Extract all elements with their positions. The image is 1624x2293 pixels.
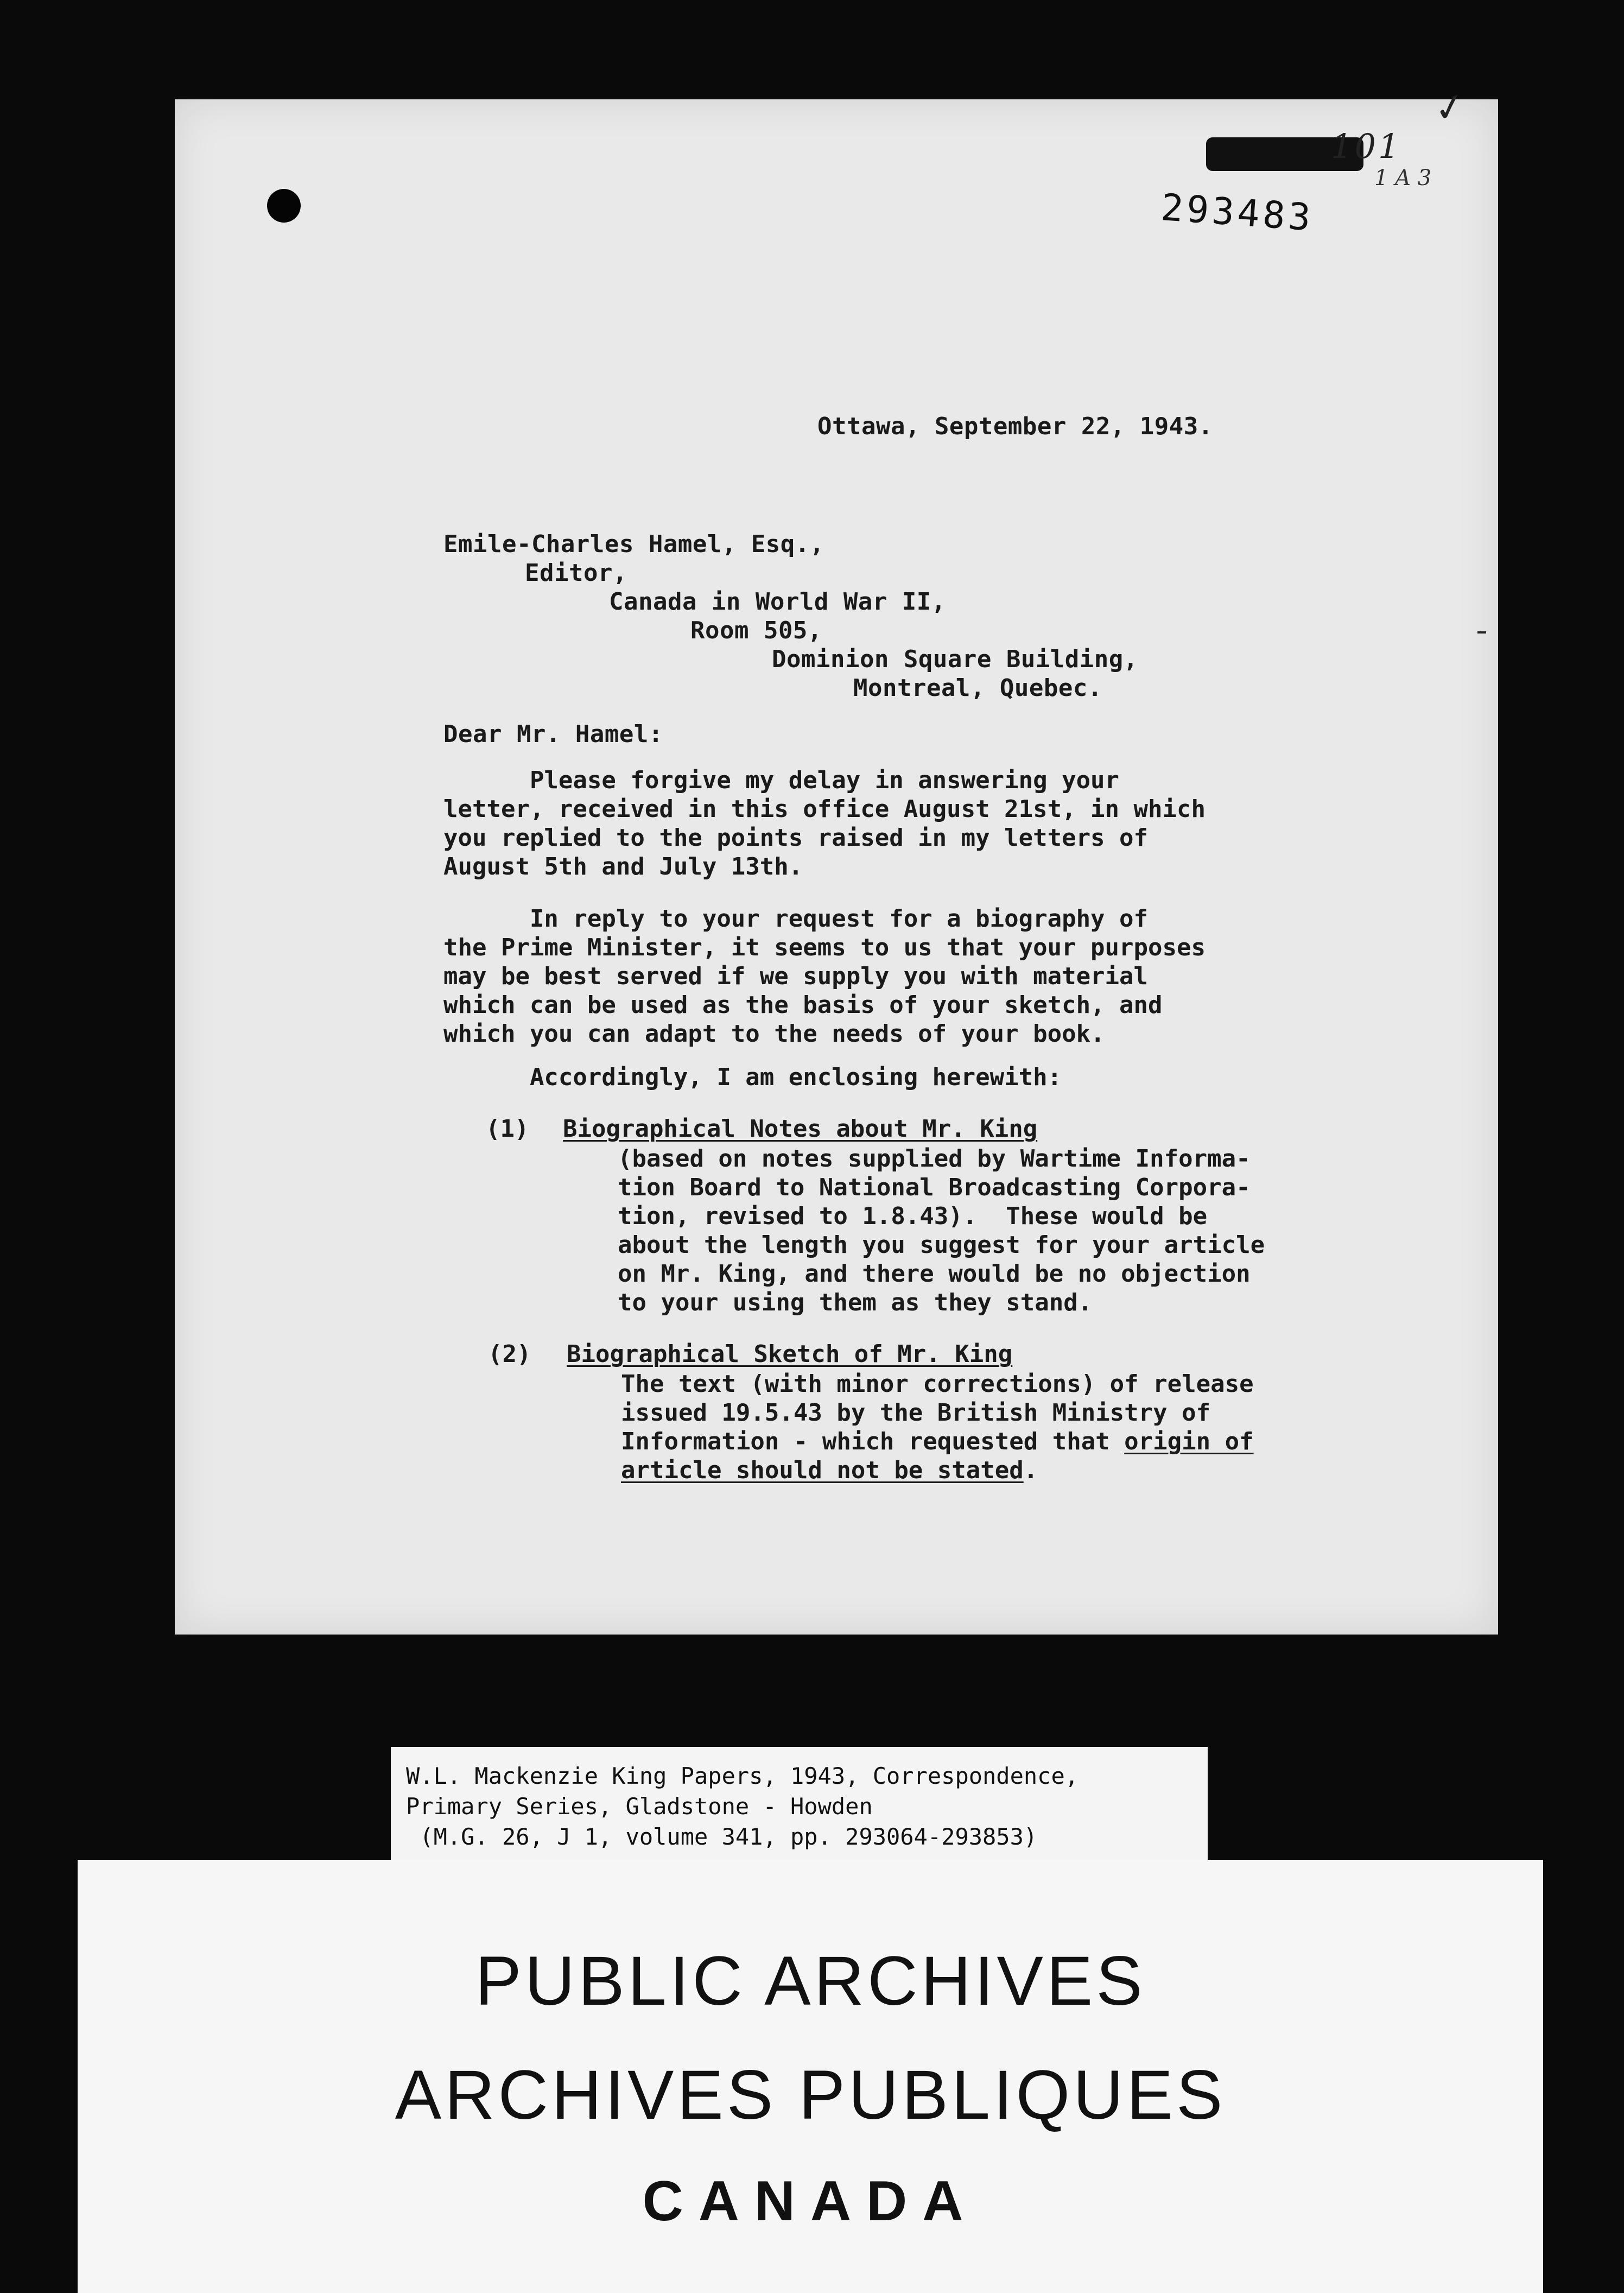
- address-line: Editor,: [525, 559, 627, 587]
- paragraph: Accordingly, I am enclosing herewith:: [443, 1063, 1062, 1091]
- enclosure-title: Biographical Sketch of Mr. King: [567, 1340, 1013, 1368]
- banner-english: PUBLIC ARCHIVES: [475, 1942, 1146, 2020]
- underlined-text: article should not be stated: [621, 1456, 1024, 1484]
- enclosure-number: (2): [488, 1340, 531, 1368]
- banner-country: CANADA: [642, 2170, 979, 2233]
- letter-date: Ottawa, September 22, 1943.: [817, 413, 1213, 440]
- address-line: Canada in World War II,: [609, 588, 946, 616]
- punch-hole: [267, 189, 301, 223]
- address-line: Room 505,: [690, 617, 822, 644]
- address-line: Emile-Charles Hamel, Esq.,: [443, 530, 824, 558]
- edge-mark: [1477, 631, 1486, 634]
- archives-banner: [78, 1860, 1543, 2293]
- banner-french: ARCHIVES PUBLIQUES: [395, 2056, 1226, 2134]
- enclosure-description: [621, 1370, 1254, 1485]
- paragraph: Please forgive my delay in answering your letter, received in this office August 21st, in which you replied to the points raised in my letters of August 5th and July 13th.: [443, 767, 1206, 881]
- enclosure-description: (based on notes supplied by Wartime Informa- tion Board to National Broadcasting Corpora- tion, revised to 1.8.43). These would be about the length you suggest for your article on Mr. King, and there would be no objection to your using them as they stand.: [618, 1145, 1265, 1316]
- handwritten-ref-sub: 1 A 3: [1374, 166, 1432, 191]
- letter-page: [175, 83, 1498, 1635]
- address-line: Dominion Square Building,: [772, 645, 1138, 673]
- enclosure-title: Biographical Notes about Mr. King: [563, 1115, 1038, 1143]
- enclosure-number: (1): [486, 1115, 529, 1143]
- checkmark-icon: ✓: [1430, 83, 1470, 132]
- stamp-number: 293483: [1159, 186, 1315, 240]
- handwritten-reference: [1195, 116, 1477, 191]
- citation-line: (M.G. 26, J 1, volume 341, pp. 293064-293853): [406, 1823, 1038, 1850]
- underlined-text: origin of: [1124, 1428, 1254, 1455]
- citation-line: W.L. Mackenzie King Papers, 1943, Correspondence,: [406, 1763, 1079, 1789]
- enclosure-text: The text (with minor corrections) of release issued 19.5.43 by the British Ministry of Information - which requested that: [621, 1370, 1254, 1455]
- address-line: Montreal, Quebec.: [853, 674, 1102, 702]
- citation-line: Primary Series, Gladstone - Howden: [406, 1793, 873, 1820]
- salutation: Dear Mr. Hamel:: [443, 720, 663, 748]
- handwritten-ref-number: 101: [1331, 126, 1402, 166]
- enclosure-text-end: .: [1023, 1456, 1038, 1484]
- paragraph: In reply to your request for a biography of the Prime Minister, it seems to us that your purposes may be best served if we supply you with material which can be used as the basis of your sketch, and which you can adapt to the needs of your book.: [443, 905, 1206, 1048]
- archival-citation: [391, 1747, 1208, 1860]
